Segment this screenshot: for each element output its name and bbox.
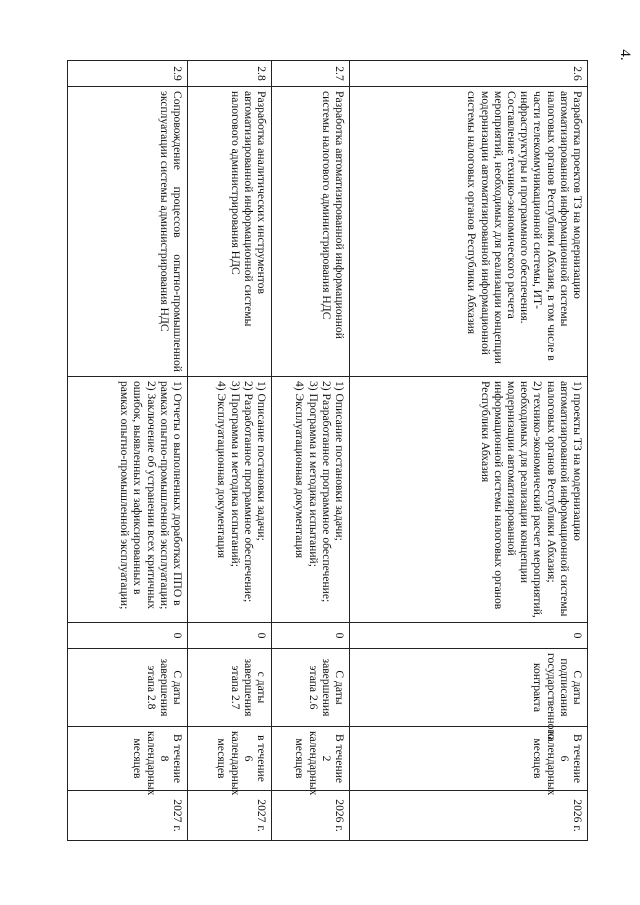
result-item: 1) проекты ТЗ на модернизацию автоматизированной информационной системы налоговых органов Республики Абхазия; [544, 381, 584, 617]
results-cell [188, 377, 272, 623]
result-item: 4) Эксплуатационная документация [215, 381, 229, 559]
result-item: 3) Программа и методика испытаний; [228, 381, 242, 567]
results-cell [272, 377, 350, 623]
work-description: Разработка аналитических инструментов автоматизированной информационной системы налогового администрирования НДС [188, 87, 272, 377]
result-item: 1) Отчеты о выполненных доработках ППО в рамках опытно-промышленной эксплуатации; [157, 381, 184, 610]
start-condition: С даты завершения этапа 2.8 [68, 649, 188, 727]
result-item: 1) Описание постановки задачи; [255, 381, 268, 541]
work-description: Разработка автоматизированной информационной системы налогового администрирования НДС [272, 87, 350, 377]
row-number: 2.8 [188, 61, 272, 87]
result-item: 1) Описание постановки задачи; [333, 381, 346, 541]
table-row [350, 61, 588, 841]
work-description: Сопровождение процессов опытно-промышленной эксплуатации системы администрирования НДС [68, 87, 188, 377]
result-item: 3) Программа и методика испытаний; [306, 381, 320, 567]
result-item: 4) Эксплуатационная документация [293, 381, 307, 559]
work-description: Разработка проектов ТЗ на модернизацию автоматизированной информационной системы налоговых органов Республики Абхазия, в том числе в части телекоммуникационной системы, ИТ-инфраструктуры и программного обеспечения. Составление технико-экономического расчета мероприятий, необходимых для реализации концепции модернизации автоматизированной информационной системы налоговых органов Республики Абхазия [350, 87, 588, 377]
year: 2027 г. [68, 791, 188, 841]
table-row [188, 61, 272, 841]
zero-value: 0 [350, 623, 588, 649]
duration: В течение 6 календарных месяцев [350, 727, 588, 791]
result-item: 2) Заключение об устранении всех критичных ошибок, выявленных и зафиксированных в рамках опытно-промышленной эксплуатации; [118, 381, 158, 610]
result-item: 2) технико-экономический расчет мероприятий, необходимых для реализации концепции модернизации автоматизированной информационной системы налоговых органов Республики Абхазия [478, 381, 545, 618]
start-condition: С даты завершения этапа 2.6 [272, 649, 350, 727]
duration: в течение 6 календарных месяцев [188, 727, 272, 791]
table-row [68, 61, 188, 841]
duration: В течение 8 календарных месяцев [68, 727, 188, 791]
results-cell [350, 377, 588, 623]
zero-value: 0 [188, 623, 272, 649]
row-number: 2.9 [68, 61, 188, 87]
results-cell [68, 377, 188, 623]
work-schedule-table [67, 60, 588, 841]
page-number: 4. [617, 49, 633, 61]
year: 2026 г. [350, 791, 588, 841]
row-number: 2.7 [272, 61, 350, 87]
result-item: 2) Разработанное программное обеспечение; [241, 381, 255, 603]
start-condition: с даты завершения этапа 2.7 [188, 649, 272, 727]
result-item: 2) Разработанное программное обеспечение; [319, 381, 333, 603]
year: 2026 г. [272, 791, 350, 841]
duration: В течение 2 календарных месяцев [272, 727, 350, 791]
table-row [272, 61, 350, 841]
rotated-table-container [68, 60, 588, 840]
start-condition: С даты подписания государственного контракта [350, 649, 588, 727]
zero-value: 0 [68, 623, 188, 649]
year: 2027 г. [188, 791, 272, 841]
zero-value: 0 [272, 623, 350, 649]
row-number: 2.6 [350, 61, 588, 87]
